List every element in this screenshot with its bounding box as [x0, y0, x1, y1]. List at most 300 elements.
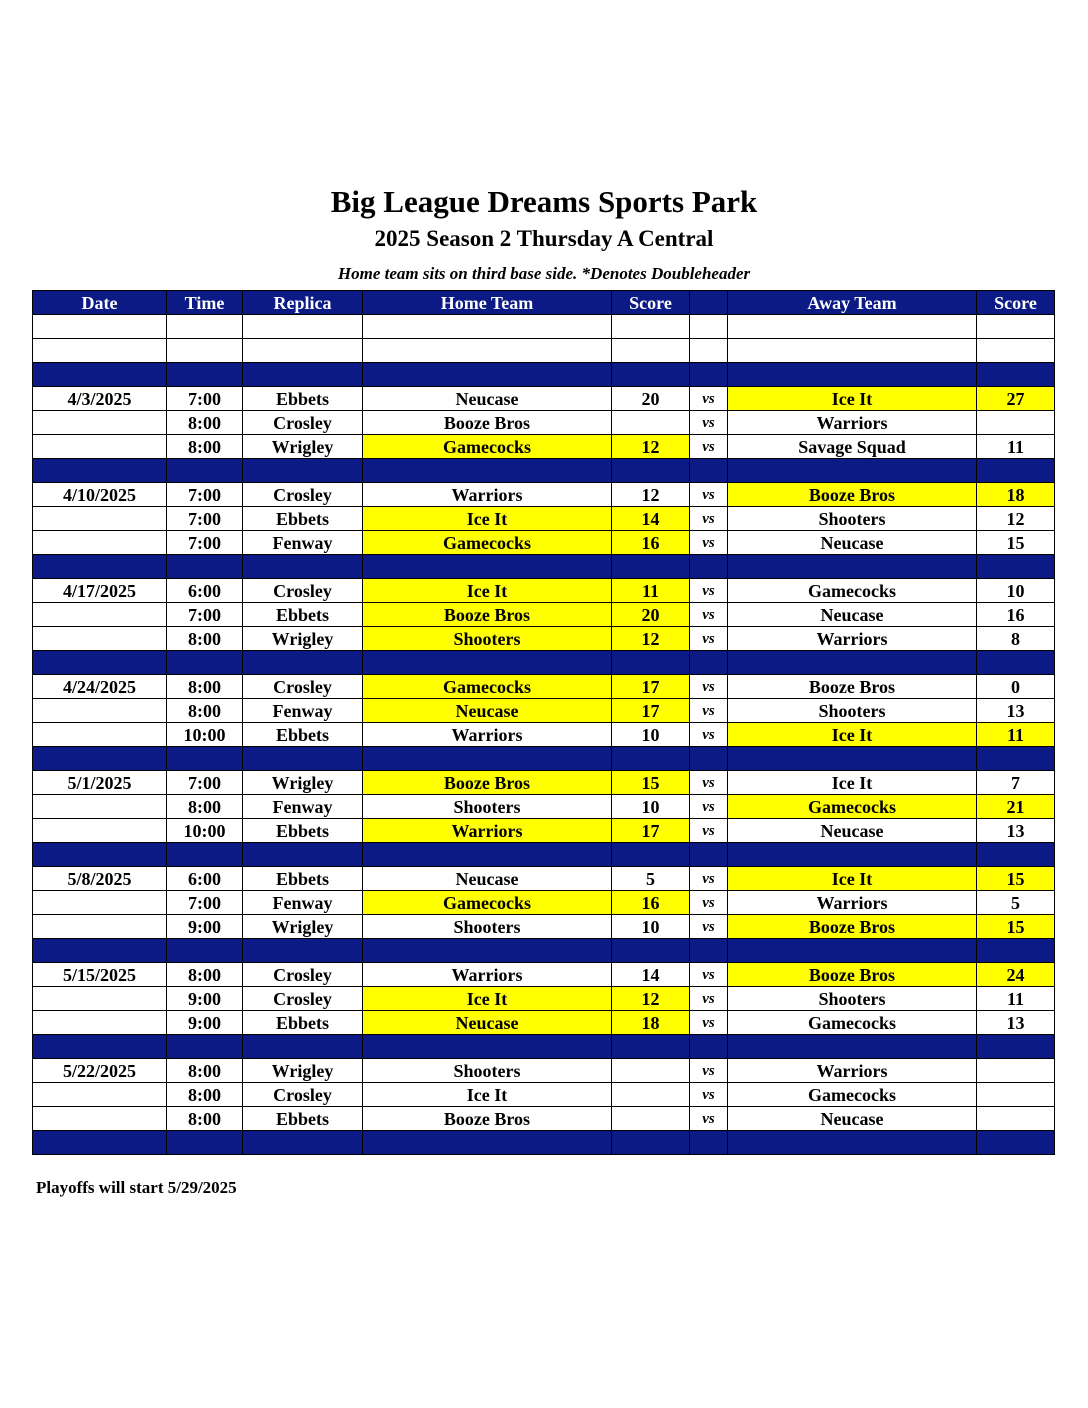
separator-cell	[33, 1035, 167, 1059]
cell-replica: Crosley	[243, 411, 363, 435]
separator-cell	[977, 1131, 1055, 1155]
separator-cell	[363, 555, 612, 579]
cell-vs: vs	[690, 867, 728, 891]
cell-date	[33, 435, 167, 459]
col-header-home-score: Score	[612, 291, 690, 315]
cell-home-team: Booze Bros	[363, 603, 612, 627]
cell-away-team: Shooters	[728, 699, 977, 723]
cell-vs: vs	[690, 387, 728, 411]
blank-cell	[690, 339, 728, 363]
cell-away-team: Ice It	[728, 387, 977, 411]
game-row	[33, 411, 1055, 435]
cell-vs: vs	[690, 1011, 728, 1035]
separator-cell	[690, 651, 728, 675]
cell-home-team: Warriors	[363, 483, 612, 507]
separator-row	[33, 555, 1055, 579]
cell-vs: vs	[690, 915, 728, 939]
schedule-body	[33, 315, 1055, 1155]
cell-home-team: Shooters	[363, 627, 612, 651]
game-row	[33, 723, 1055, 747]
cell-home-score: 12	[612, 627, 690, 651]
cell-away-score	[977, 1059, 1055, 1083]
cell-home-team: Gamecocks	[363, 891, 612, 915]
separator-cell	[690, 459, 728, 483]
cell-home-team: Warriors	[363, 723, 612, 747]
cell-home-team: Shooters	[363, 795, 612, 819]
cell-home-team: Booze Bros	[363, 771, 612, 795]
cell-time: 8:00	[167, 1107, 243, 1131]
blank-row	[33, 315, 1055, 339]
cell-away-team: Gamecocks	[728, 1083, 977, 1107]
separator-cell	[243, 939, 363, 963]
cell-vs: vs	[690, 795, 728, 819]
game-row	[33, 1011, 1055, 1035]
cell-replica: Ebbets	[243, 507, 363, 531]
separator-cell	[977, 459, 1055, 483]
cell-replica: Crosley	[243, 579, 363, 603]
cell-home-score	[612, 1059, 690, 1083]
cell-vs: vs	[690, 1059, 728, 1083]
cell-vs: vs	[690, 987, 728, 1011]
cell-away-score: 16	[977, 603, 1055, 627]
cell-date	[33, 627, 167, 651]
cell-date	[33, 795, 167, 819]
cell-home-score: 17	[612, 819, 690, 843]
separator-cell	[33, 843, 167, 867]
cell-time: 8:00	[167, 795, 243, 819]
cell-vs: vs	[690, 627, 728, 651]
cell-home-team: Ice It	[363, 987, 612, 1011]
game-row	[33, 891, 1055, 915]
separator-cell	[690, 747, 728, 771]
separator-cell	[167, 747, 243, 771]
separator-cell	[977, 939, 1055, 963]
cell-home-team: Gamecocks	[363, 531, 612, 555]
separator-row	[33, 939, 1055, 963]
cell-home-score	[612, 1083, 690, 1107]
separator-cell	[612, 459, 690, 483]
separator-cell	[612, 843, 690, 867]
separator-cell	[690, 1035, 728, 1059]
cell-replica: Ebbets	[243, 819, 363, 843]
game-row	[33, 435, 1055, 459]
separator-cell	[612, 363, 690, 387]
separator-cell	[612, 939, 690, 963]
separator-cell	[728, 939, 977, 963]
cell-vs: vs	[690, 483, 728, 507]
game-row	[33, 1059, 1055, 1083]
cell-home-score	[612, 411, 690, 435]
cell-vs: vs	[690, 579, 728, 603]
cell-home-score: 16	[612, 531, 690, 555]
blank-row	[33, 339, 1055, 363]
col-header-vs	[690, 291, 728, 315]
separator-cell	[167, 363, 243, 387]
footer-note: Playoffs will start 5/29/2025	[36, 1178, 237, 1197]
separator-cell	[33, 1131, 167, 1155]
separator-cell	[33, 363, 167, 387]
cell-home-score: 12	[612, 987, 690, 1011]
cell-time: 6:00	[167, 867, 243, 891]
cell-time: 7:00	[167, 891, 243, 915]
cell-replica: Crosley	[243, 987, 363, 1011]
separator-cell	[363, 747, 612, 771]
separator-row	[33, 747, 1055, 771]
cell-away-score: 18	[977, 483, 1055, 507]
col-header-date: Date	[33, 291, 167, 315]
separator-row	[33, 1035, 1055, 1059]
separator-cell	[690, 843, 728, 867]
cell-replica: Ebbets	[243, 867, 363, 891]
cell-time: 8:00	[167, 435, 243, 459]
cell-time: 6:00	[167, 579, 243, 603]
separator-cell	[243, 651, 363, 675]
separator-cell	[33, 555, 167, 579]
separator-cell	[363, 651, 612, 675]
cell-away-score: 13	[977, 699, 1055, 723]
cell-time: 9:00	[167, 915, 243, 939]
cell-away-team: Booze Bros	[728, 483, 977, 507]
separator-cell	[167, 651, 243, 675]
cell-date: 4/3/2025	[33, 387, 167, 411]
cell-away-team: Warriors	[728, 411, 977, 435]
cell-replica: Fenway	[243, 891, 363, 915]
separator-row	[33, 651, 1055, 675]
cell-time: 8:00	[167, 1083, 243, 1107]
separator-cell	[363, 363, 612, 387]
separator-cell	[612, 1131, 690, 1155]
cell-home-team: Ice It	[363, 1083, 612, 1107]
cell-replica: Crosley	[243, 1083, 363, 1107]
separator-cell	[33, 651, 167, 675]
separator-cell	[243, 1131, 363, 1155]
blank-cell	[243, 339, 363, 363]
cell-home-team: Neucase	[363, 1011, 612, 1035]
game-row	[33, 987, 1055, 1011]
separator-cell	[363, 843, 612, 867]
cell-date: 5/8/2025	[33, 867, 167, 891]
cell-away-team: Gamecocks	[728, 1011, 977, 1035]
cell-away-team: Booze Bros	[728, 963, 977, 987]
page-subtitle: 2025 Season 2 Thursday A Central	[374, 226, 714, 251]
separator-cell	[728, 651, 977, 675]
cell-home-team: Shooters	[363, 915, 612, 939]
blank-cell	[977, 315, 1055, 339]
cell-away-team: Savage Squad	[728, 435, 977, 459]
cell-away-score: 11	[977, 723, 1055, 747]
cell-date	[33, 507, 167, 531]
cell-time: 9:00	[167, 1011, 243, 1035]
blank-cell	[612, 315, 690, 339]
separator-cell	[690, 555, 728, 579]
cell-away-score: 15	[977, 915, 1055, 939]
cell-away-team: Gamecocks	[728, 579, 977, 603]
cell-date	[33, 819, 167, 843]
separator-cell	[612, 1035, 690, 1059]
separator-cell	[977, 1035, 1055, 1059]
cell-away-team: Ice It	[728, 723, 977, 747]
header-note: Home team sits on third base side. *Denotes Doubleheader	[337, 264, 751, 283]
blank-cell	[33, 339, 167, 363]
cell-away-score: 11	[977, 987, 1055, 1011]
blank-cell	[612, 339, 690, 363]
cell-replica: Wrigley	[243, 627, 363, 651]
cell-time: 8:00	[167, 411, 243, 435]
table-header-row	[33, 291, 1055, 315]
cell-away-team: Neucase	[728, 1107, 977, 1131]
cell-home-score: 14	[612, 963, 690, 987]
col-header-replica: Replica	[243, 291, 363, 315]
blank-cell	[33, 315, 167, 339]
separator-cell	[167, 939, 243, 963]
cell-date: 4/10/2025	[33, 483, 167, 507]
separator-cell	[33, 459, 167, 483]
cell-date	[33, 915, 167, 939]
cell-vs: vs	[690, 1107, 728, 1131]
separator-row	[33, 1131, 1055, 1155]
cell-time: 8:00	[167, 675, 243, 699]
cell-away-team: Shooters	[728, 507, 977, 531]
cell-date: 4/24/2025	[33, 675, 167, 699]
cell-vs: vs	[690, 507, 728, 531]
cell-time: 8:00	[167, 699, 243, 723]
separator-cell	[612, 651, 690, 675]
cell-home-score: 11	[612, 579, 690, 603]
cell-away-score: 13	[977, 819, 1055, 843]
separator-cell	[977, 555, 1055, 579]
game-row	[33, 1083, 1055, 1107]
game-row	[33, 867, 1055, 891]
game-row	[33, 483, 1055, 507]
separator-cell	[363, 1131, 612, 1155]
game-row	[33, 1107, 1055, 1131]
separator-cell	[728, 363, 977, 387]
page-title: Big League Dreams Sports Park	[330, 184, 758, 219]
cell-home-team: Warriors	[363, 819, 612, 843]
cell-home-score: 18	[612, 1011, 690, 1035]
game-row	[33, 579, 1055, 603]
cell-home-score: 16	[612, 891, 690, 915]
cell-time: 10:00	[167, 819, 243, 843]
separator-cell	[977, 363, 1055, 387]
cell-home-score: 5	[612, 867, 690, 891]
cell-time: 7:00	[167, 603, 243, 627]
cell-date	[33, 699, 167, 723]
separator-cell	[690, 363, 728, 387]
separator-cell	[728, 459, 977, 483]
cell-away-team: Neucase	[728, 531, 977, 555]
cell-away-team: Gamecocks	[728, 795, 977, 819]
cell-vs: vs	[690, 699, 728, 723]
separator-cell	[612, 747, 690, 771]
separator-cell	[977, 651, 1055, 675]
blank-cell	[167, 339, 243, 363]
separator-cell	[243, 555, 363, 579]
separator-cell	[33, 939, 167, 963]
cell-replica: Crosley	[243, 963, 363, 987]
cell-home-score: 17	[612, 675, 690, 699]
cell-time: 7:00	[167, 771, 243, 795]
cell-date	[33, 531, 167, 555]
cell-away-score: 7	[977, 771, 1055, 795]
game-row	[33, 819, 1055, 843]
cell-home-team: Neucase	[363, 387, 612, 411]
separator-cell	[167, 459, 243, 483]
separator-cell	[167, 1131, 243, 1155]
game-row	[33, 675, 1055, 699]
separator-row	[33, 459, 1055, 483]
cell-date	[33, 411, 167, 435]
blank-cell	[977, 339, 1055, 363]
cell-home-score: 20	[612, 603, 690, 627]
col-header-away-score: Score	[977, 291, 1055, 315]
separator-cell	[167, 843, 243, 867]
cell-away-score	[977, 1083, 1055, 1107]
cell-away-score: 0	[977, 675, 1055, 699]
cell-home-team: Neucase	[363, 867, 612, 891]
cell-replica: Fenway	[243, 699, 363, 723]
separator-cell	[690, 939, 728, 963]
separator-cell	[243, 363, 363, 387]
cell-away-team: Ice It	[728, 771, 977, 795]
cell-vs: vs	[690, 411, 728, 435]
cell-time: 8:00	[167, 1059, 243, 1083]
cell-date	[33, 603, 167, 627]
cell-vs: vs	[690, 819, 728, 843]
cell-replica: Crosley	[243, 675, 363, 699]
separator-cell	[728, 747, 977, 771]
separator-cell	[243, 747, 363, 771]
blank-cell	[243, 315, 363, 339]
col-header-time: Time	[167, 291, 243, 315]
cell-date: 5/1/2025	[33, 771, 167, 795]
cell-home-score: 12	[612, 483, 690, 507]
cell-vs: vs	[690, 675, 728, 699]
cell-replica: Ebbets	[243, 1107, 363, 1131]
cell-away-team: Warriors	[728, 891, 977, 915]
cell-date	[33, 1107, 167, 1131]
separator-cell	[728, 843, 977, 867]
separator-cell	[363, 939, 612, 963]
separator-cell	[167, 555, 243, 579]
cell-vs: vs	[690, 723, 728, 747]
cell-home-score: 10	[612, 915, 690, 939]
cell-away-score	[977, 1107, 1055, 1131]
cell-home-team: Ice It	[363, 507, 612, 531]
cell-home-team: Booze Bros	[363, 411, 612, 435]
cell-away-team: Warriors	[728, 627, 977, 651]
separator-cell	[243, 459, 363, 483]
blank-cell	[363, 315, 612, 339]
game-row	[33, 699, 1055, 723]
separator-cell	[243, 1035, 363, 1059]
separator-row	[33, 843, 1055, 867]
cell-home-score: 17	[612, 699, 690, 723]
cell-away-score: 5	[977, 891, 1055, 915]
cell-away-score: 12	[977, 507, 1055, 531]
game-row	[33, 795, 1055, 819]
cell-date: 5/22/2025	[33, 1059, 167, 1083]
cell-home-team: Booze Bros	[363, 1107, 612, 1131]
cell-away-score: 11	[977, 435, 1055, 459]
cell-replica: Wrigley	[243, 771, 363, 795]
cell-away-score: 8	[977, 627, 1055, 651]
cell-home-team: Shooters	[363, 1059, 612, 1083]
cell-away-team: Neucase	[728, 819, 977, 843]
cell-date: 5/15/2025	[33, 963, 167, 987]
cell-home-score: 14	[612, 507, 690, 531]
cell-home-team: Gamecocks	[363, 675, 612, 699]
separator-cell	[167, 1035, 243, 1059]
game-row	[33, 387, 1055, 411]
cell-away-score: 21	[977, 795, 1055, 819]
separator-cell	[690, 1131, 728, 1155]
cell-home-score: 20	[612, 387, 690, 411]
cell-time: 7:00	[167, 507, 243, 531]
separator-cell	[977, 843, 1055, 867]
separator-cell	[728, 1035, 977, 1059]
game-row	[33, 771, 1055, 795]
game-row	[33, 531, 1055, 555]
cell-replica: Wrigley	[243, 435, 363, 459]
cell-vs: vs	[690, 891, 728, 915]
cell-vs: vs	[690, 603, 728, 627]
cell-home-score: 10	[612, 723, 690, 747]
cell-away-score: 15	[977, 867, 1055, 891]
game-row	[33, 627, 1055, 651]
game-row	[33, 915, 1055, 939]
cell-home-score	[612, 1107, 690, 1131]
cell-time: 7:00	[167, 531, 243, 555]
col-header-away-team: Away Team	[728, 291, 977, 315]
cell-date	[33, 1011, 167, 1035]
cell-date	[33, 723, 167, 747]
cell-away-team: Neucase	[728, 603, 977, 627]
cell-away-score: 10	[977, 579, 1055, 603]
game-row	[33, 963, 1055, 987]
separator-cell	[363, 459, 612, 483]
cell-away-team: Warriors	[728, 1059, 977, 1083]
cell-home-team: Gamecocks	[363, 435, 612, 459]
cell-vs: vs	[690, 963, 728, 987]
cell-away-team: Shooters	[728, 987, 977, 1011]
separator-cell	[728, 1131, 977, 1155]
blank-cell	[728, 315, 977, 339]
cell-away-score: 27	[977, 387, 1055, 411]
cell-time: 8:00	[167, 963, 243, 987]
cell-home-score: 15	[612, 771, 690, 795]
separator-cell	[728, 555, 977, 579]
cell-date: 4/17/2025	[33, 579, 167, 603]
cell-vs: vs	[690, 1083, 728, 1107]
cell-replica: Ebbets	[243, 387, 363, 411]
cell-vs: vs	[690, 531, 728, 555]
separator-cell	[363, 1035, 612, 1059]
cell-date	[33, 987, 167, 1011]
cell-away-team: Booze Bros	[728, 915, 977, 939]
separator-row	[33, 363, 1055, 387]
game-row	[33, 507, 1055, 531]
blank-cell	[167, 315, 243, 339]
separator-cell	[33, 747, 167, 771]
cell-time: 7:00	[167, 483, 243, 507]
blank-cell	[690, 315, 728, 339]
blank-cell	[363, 339, 612, 363]
separator-cell	[977, 747, 1055, 771]
separator-cell	[243, 843, 363, 867]
cell-home-score: 12	[612, 435, 690, 459]
cell-replica: Ebbets	[243, 603, 363, 627]
